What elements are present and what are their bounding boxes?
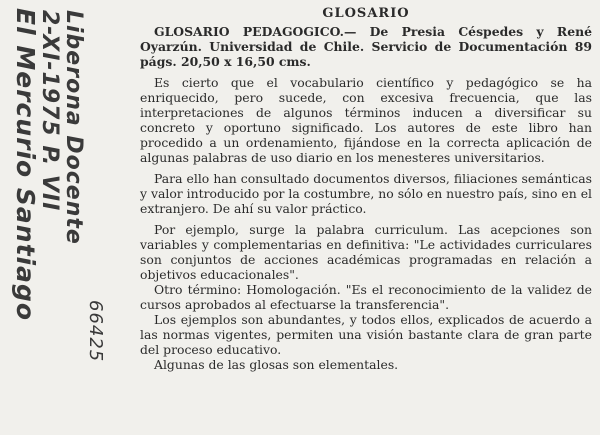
article-paragraph: Para ello han consultado documentos diversos, filiaciones semánticas y valor introducido por la costumbre, no sólo en nuestro país, sino en el extranjero. De ahí su valor práctico. [140,171,592,216]
handwritten-catalog-number: 66425 [85,300,106,363]
article-paragraph: Los ejemplos son abundantes, y todos ellos, explicados de acuerdo a las normas vigentes, permiten una visión bastante clara de gran parte del proceso educativo. [140,312,592,357]
handwritten-author-note: Liberona Docente [61,10,86,245]
article-paragraph: Otro término: Homologación. "Es el reconocimiento de la validez de cursos aprobados al efectuarse la transferencia". [140,282,592,312]
handwritten-source-note: El Mercurio Santiago [11,8,40,322]
article-paragraph: Es cierto que el vocabulario científico y pedagógico se ha enriquecido, pero sucede, con excesiva frecuencia, que las interpretaciones de algunos términos inducen a diversificar su concreto y oportuno significado. Los autores de este libro han procedido a un ordenamiento, fijándose en la correcta aplicación de algunas palabras de uso diario en los menesteres universitarios. [140,75,592,165]
article-paragraph: Algunas de las glosas son elementales. [154,357,399,372]
book-citation: GLOSARIO PEDAGOGICO.— De Presia Céspedes y René Oyarzún. Universidad de Chile. Servicio de Documentación 89 págs. 20,50 x 16,50 cms. [140,24,592,69]
handwritten-date-note: 2-XI-1975 P. VII [37,10,62,212]
handwritten-margin-notes [0,0,130,435]
article-heading: GLOSARIO [322,6,410,21]
article-paragraph: Por ejemplo, surge la palabra curriculum. Las acepciones son variables y complementarias en definitiva: "Le actividades curriculares son conjuntos de acciones académicas programadas en relación a objetivos educacionales". [140,222,592,282]
article-body [140,6,592,372]
